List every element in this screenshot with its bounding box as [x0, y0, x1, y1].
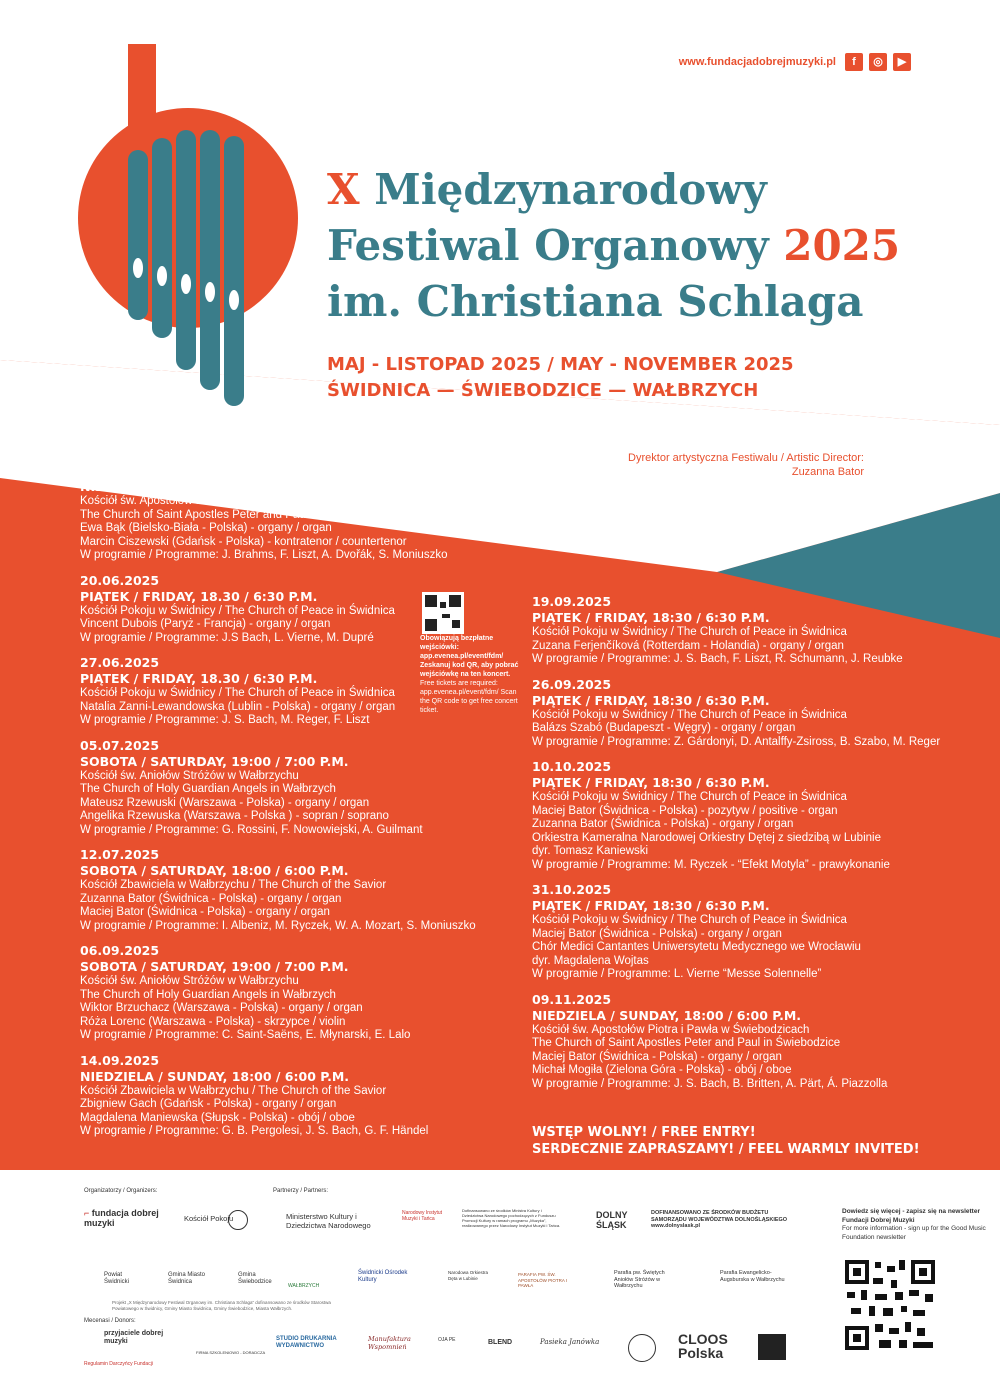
- event-3: [80, 655, 476, 728]
- facebook-icon[interactable]: f: [845, 53, 863, 71]
- event-line: Kościół Pokoju w Świdnicy / The Church of Peace in Świdnica: [80, 604, 395, 617]
- regulamin-link[interactable]: Regulamin Darczyńcy Fundacji: [84, 1361, 153, 1367]
- event-line: W programie / Programme: J. Brahms, F. Liszt, A. Dvořák, S. Moniuszko: [80, 549, 448, 561]
- event-line: Wiktor Brzuchacz (Warszawa - Polska) - organy / organ: [80, 1002, 363, 1014]
- event-6: [80, 943, 476, 1043]
- event-line: Maciej Bator (Świdnica - Polska) - pozytyw / positive - organ: [532, 804, 838, 817]
- nm-logo: [758, 1334, 786, 1360]
- event-line: Kościół Pokoju w Świdnicy / The Church of Peace in Świdnica: [532, 791, 847, 803]
- event-date: 19.09.2025: [532, 594, 612, 609]
- studio-drukarnia-logo: STUDIO DRUKARNIA WYDAWNICTWO: [276, 1336, 337, 1349]
- unesco-icon: [228, 1210, 248, 1230]
- event-7: [80, 1053, 476, 1139]
- event-line: Kościół Pokoju w Świdnicy / The Church of Peace in Świdnica: [80, 687, 395, 699]
- event-8: [532, 594, 940, 667]
- newsletter-note: Dowiedz się więcej - zapisz się na newsletter Fundacji Dobrej Muzyki For more information - sign up for the Good Music Foundation newsletter: [842, 1208, 986, 1241]
- festival-title: [327, 162, 900, 330]
- partners-label: Partnerzy / Partners:: [273, 1188, 329, 1194]
- event-line: Maciej Bator (Świdnica - Polska) - organy / organ: [80, 906, 330, 918]
- event-day: PIĄTEK / FRIDAY, 18:30 / 6:30 P.M.: [532, 775, 770, 790]
- ticket-note: [420, 634, 520, 715]
- event-line: W programie / Programme: L. Vierne “Messe Solennelle”: [532, 968, 822, 980]
- event-date: 20.06.2025: [80, 572, 160, 588]
- event-date: 31.10.2025: [532, 882, 612, 897]
- event-line: W programie / Programme: G. Rossini, F. Nowowiejski, A. Guilmant: [80, 823, 423, 836]
- newsletter-qr-code: [843, 1258, 937, 1352]
- nimit-logo: Narodowy Instytut Muzyki i Tańca: [402, 1210, 443, 1222]
- event-date: 10.10.2025: [532, 759, 612, 774]
- event-line: Vincent Dubois (Paryż - Francja) - organy / organ: [80, 618, 331, 630]
- event-line: Kościół Pokoju w Świdnicy / The Church of Peace in Świdnica: [532, 626, 847, 638]
- oja-pe-logo: OJA PE: [438, 1337, 456, 1343]
- event-line: Kościół Zbawiciela w Wałbrzychu / The Church of the Savior: [80, 1084, 387, 1097]
- przyjaciele-logo: przyjaciele dobrej muzyki: [104, 1330, 164, 1345]
- organ-pipes-logo: [78, 44, 298, 406]
- event-day: NIEDZIELA / SUNDAY, 18:00 / 6:00 P.M.: [532, 1007, 802, 1023]
- dates-line2: ŚWIDNICA — ŚWIEBODZICE — WAŁBRZYCH: [327, 380, 759, 401]
- fine-print: Projekt „X Międzynarodowy Festiwal Organowy im. Christiana Schlaga” dofinansowano ze środków Starostwa Powiatowego w Świdnicy, Gminy Miasto Świdnica, Gminy Świebodzice, Miasta Wałbrzych.: [112, 1300, 331, 1311]
- title-line3: im. Christiana Schlaga: [327, 277, 864, 326]
- event-line: The Church of Holy Guardian Angels in Wałbrzych: [80, 783, 336, 795]
- event-line: Michał Mogiła (Zielona Góra - Polska) - obój / oboe: [532, 1064, 792, 1076]
- event-date: 12.07.2025: [80, 847, 160, 862]
- event-line: Balázs Szabó (Budapeszt - Węgry) - organy / organ: [532, 722, 796, 734]
- event-12: [532, 992, 940, 1092]
- event-line: Natalia Zanni-Lewandowska (Lublin - Polska) - organy / organ: [80, 700, 396, 713]
- blend-logo: BLEND: [488, 1339, 513, 1346]
- fundacja-logo: ⌐ fundacja dobrej muzyki: [84, 1208, 159, 1228]
- event-day: SOBOTA / SATURDAY, 19:00 / 7:00 P.M.: [80, 753, 349, 769]
- walbrzych-logo: WAŁBRZYCH: [288, 1283, 320, 1289]
- dolny-slask-logo: DOLNY ŚLĄSK: [596, 1210, 628, 1230]
- artistic-director: [500, 451, 864, 479]
- event-line: Chór Medici Cantantes Uniwersytetu Medycznego we Wrocławiu: [532, 941, 861, 953]
- event-day: PIĄTEK / FRIDAY, 18:30 / 6:30 P.M.: [532, 692, 770, 708]
- event-line: Zuzanna Bator (Świdnica - Polska) - organy / organ: [532, 818, 794, 830]
- event-line: W programie / Programme: J.S Bach, L. Vierne, M. Dupré: [80, 631, 374, 644]
- gmina-miasto-logo: Gmina Miasto Świdnica: [168, 1272, 206, 1285]
- event-date: 06.09.2025: [80, 943, 160, 958]
- event-line: Kościół Pokoju w Świdnicy / The Church of Peace in Świdnica: [532, 914, 847, 926]
- manufaktura-logo: Manufaktura Wspomnień: [368, 1335, 411, 1351]
- event-line: Kościół św. Apostołów Piotra i Pawła w Świebodzicach: [532, 1023, 810, 1036]
- dolny-slask-note: DOFINANSOWANO ZE ŚRODKÓW BUDŻETU SAMORZĄDU WOJEWÓDZTWA DOLNOŚLĄSKIEGO www.dolnyslask.pl: [651, 1210, 788, 1229]
- event-day: SOBOTA / SATURDAY, 18:00 / 6:00 P.M.: [80, 863, 349, 878]
- event-line: Zuzana Ferjenčíková (Rotterdam - Holandia) - organy / organ: [532, 639, 844, 652]
- event-5: [80, 847, 476, 933]
- donors-label: Mecenasi / Donors:: [84, 1318, 136, 1324]
- event-line: W programie / Programme: J. S. Bach, F. Liszt, R. Schumann, J. Reubke: [532, 653, 903, 665]
- dates-line1: MAJ - LISTOPAD 2025 / MAY - NOVEMBER 2025: [327, 354, 794, 375]
- title-year: 2025: [783, 221, 901, 270]
- dofinansowano-note: Dofinansowano ze środków Ministra Kultury i Dziedzictwa Narodowego pochodzących z Funduszu Promocji Kultury w ramach programu „Muzyka”, realizowanego przez Narodowy Instytut Muzyki i Tańca.: [462, 1208, 561, 1228]
- event-date: 27.06.2025: [80, 655, 160, 670]
- title-numeral: X: [327, 165, 360, 214]
- event-line: The Church of Holy Guardian Angels in Wałbrzych: [80, 988, 336, 1001]
- event-line: Magdalena Maniewska (Słupsk - Polska) - obój / oboe: [80, 1111, 355, 1124]
- powiat-logo: Powiat Świdnicki: [104, 1272, 130, 1285]
- pasieka-logo: Pasieka Janówka: [540, 1338, 600, 1346]
- event-11: [532, 882, 940, 982]
- event-line: Mateusz Rzewuski (Warszawa - Polska) - organy / organ: [80, 796, 370, 809]
- event-line: Maciej Bator (Świdnica - Polska) - organy / organ: [532, 1050, 782, 1063]
- event-2: [80, 573, 476, 646]
- event-day: NIEDZIELA / SUNDAY, 18:00 / 6:00 P.M.: [80, 479, 350, 494]
- free-entry-line2: SERDECZNIE ZAPRASZAMY! / FEEL WARMLY INVITED!: [532, 1142, 920, 1157]
- wreath-icon: [628, 1334, 656, 1362]
- event-9: [532, 677, 940, 750]
- website-link[interactable]: www.fundacjadobrejmuzyki.pl: [678, 56, 836, 68]
- title-line2: Festiwal Organowy: [327, 221, 769, 270]
- event-line: Orkiestra Kameralna Narodowej Orkiestry Dętej z siedzibą w Lubinie: [532, 831, 881, 844]
- festival-dates: [327, 352, 794, 404]
- event-line: W programie / Programme: J. S. Bach, B. Britten, A. Pärt, Á. Piazzolla: [532, 1077, 888, 1090]
- event-line: W programie / Programme: J. S. Bach, M. Reger, F. Liszt: [80, 714, 370, 726]
- parafia-ewangelicka-logo: Parafia Ewangelicko-Augsburska w Wałbrzychu: [720, 1270, 785, 1283]
- director-label: Dyrektor artystyczna Festiwalu / Artistic Director:: [628, 452, 864, 464]
- free-entry: [532, 1124, 920, 1158]
- event-line: Zbigniew Gach (Gdańsk - Polska) - organy / organ: [80, 1098, 337, 1110]
- event-line: Ewa Bąk (Bielsko-Biała - Polska) - organy / organ: [80, 522, 332, 534]
- event-date: 26.09.2025: [532, 676, 612, 692]
- event-day: PIĄTEK / FRIDAY, 18.30 / 6:30 P.M.: [80, 588, 318, 604]
- event-line: W programie / Programme: G. B. Pergolesi, J. S. Bach, G. F. Händel: [80, 1125, 429, 1137]
- event-line: Róża Lorenc (Warszawa - Polska) - skrzypce / violin: [80, 1015, 346, 1028]
- event-date: 09.11.2025: [532, 991, 612, 1007]
- event-line: The Church of Saint Apostles Peter and Paul in Świebodzice: [80, 508, 389, 521]
- event-10: [532, 759, 940, 872]
- event-line: Zuzanna Bator (Świdnica - Polska) - organy / organ: [80, 892, 342, 905]
- sok-logo: Świdnicki Ośrodek Kultury: [358, 1270, 408, 1283]
- event-line: Kościół św. Aniołów Stróżów w Wałbrzychu: [80, 975, 299, 987]
- event-1: [80, 463, 476, 563]
- kosciol-pokoju-logo: Kościół Pokoju: [184, 1214, 234, 1223]
- director-name: Zuzanna Bator: [791, 466, 864, 478]
- event-line: Kościół św. Aniołów Stróżów w Wałbrzychu: [80, 769, 299, 782]
- youtube-icon[interactable]: ▶: [893, 53, 911, 71]
- event-day: PIĄTEK / FRIDAY, 18:30 / 6:30 P.M.: [532, 898, 770, 913]
- event-line: Kościół św. Apostołów Piotra i Pawła w Świebodzicach: [80, 495, 358, 507]
- parafia-aniolow-logo: Parafia pw. Świętych Aniołów Stróżów w Wałbrzychu: [614, 1270, 665, 1289]
- event-line: Kościół Zbawiciela w Wałbrzychu / The Church of the Savior: [80, 879, 387, 891]
- event-line: dyr. Magdalena Wojtas: [532, 954, 649, 967]
- instagram-icon[interactable]: ◎: [869, 53, 887, 71]
- event-day: PIĄTEK / FRIDAY, 18.30 / 6:30 P.M.: [80, 671, 318, 686]
- event-line: W programie / Programme: I. Albeniz, M. Ryczek, W. A. Mozart, S. Moniuszko: [80, 919, 476, 932]
- free-entry-line1: WSTĘP WOLNY! / FREE ENTRY!: [532, 1125, 756, 1140]
- event-line: W programie / Programme: M. Ryczek - “Efekt Motyla” - prawykonanie: [532, 858, 890, 871]
- title-line1: Międzynarodowy: [374, 165, 767, 214]
- event-line: W programie / Programme: C. Saint-Saëns, E. Młynarski, E. Lalo: [80, 1029, 411, 1041]
- event-day: NIEDZIELA / SUNDAY, 18:00 / 6:00 P.M.: [80, 1068, 350, 1084]
- ministerstwo-logo: Ministerstwo Kultury i Dziedzictwa Narodowego: [286, 1212, 371, 1230]
- firma-szkoleniowa-logo: FIRMA SZKOLENIOWO - DORADCZA: [196, 1350, 266, 1355]
- events-left: [80, 463, 476, 1149]
- event-day: SOBOTA / SATURDAY, 19:00 / 7:00 P.M.: [80, 959, 349, 974]
- event-line: The Church of Saint Apostles Peter and Paul in Świebodzice: [532, 1037, 841, 1049]
- fundacja-mark-icon: ⌐: [84, 1208, 90, 1218]
- event-line: dyr. Tomasz Kaniewski: [532, 845, 649, 857]
- gmina-swiebodzice-logo: Gmina Świebodzice: [238, 1272, 272, 1285]
- event-day: PIĄTEK / FRIDAY, 18:30 / 6:30 P.M.: [532, 610, 770, 625]
- cloos-logo: CLOOS Polska: [678, 1331, 728, 1361]
- events-right: [532, 594, 940, 1101]
- organizers-label: Organizatorzy / Organizers:: [84, 1188, 158, 1194]
- event-line: Marcin Ciszewski (Gdańsk - Polska) - kontratenor / countertenor: [80, 535, 407, 548]
- sponsors-footer: [0, 1170, 1000, 1400]
- event-line: W programie / Programme: Z. Gárdonyi, D. Antalffy-Zsiross, B. Szabo, M. Reger: [532, 735, 941, 748]
- event-line: Angelika Rzewuska (Warszawa - Polska ) - sopran / soprano: [80, 810, 389, 822]
- ticket-note-pl: Obowiązują bezpłatne wejściówki: app.evenea.pl/event/fdm/ Zeskanuj kod QR, aby pobrać wejściówkę na ten koncert.: [420, 635, 519, 678]
- event-line: Kościół Pokoju w Świdnicy / The Church of Peace in Świdnica: [532, 708, 847, 721]
- orkiestra-logo: Narodowa Orkiestra Dęta w Lubinie: [448, 1270, 489, 1281]
- event-4: [80, 738, 476, 838]
- event-date: 05.07.2025: [80, 737, 160, 753]
- event-date: 14.09.2025: [80, 1052, 160, 1068]
- event-line: Maciej Bator (Świdnica - Polska) - organy / organ: [532, 927, 782, 940]
- ticket-note-en: Free tickets are required: app.evenea.pl/event/fdm/ Scan the QR code to get free concert ticket.: [420, 680, 518, 714]
- parafia-piotra-pawla-logo: PARAFIA PW. ŚW. APOSTOŁÓW PIOTRA I PAWŁA: [518, 1272, 568, 1288]
- event-date: 18.05.2025: [80, 463, 160, 478]
